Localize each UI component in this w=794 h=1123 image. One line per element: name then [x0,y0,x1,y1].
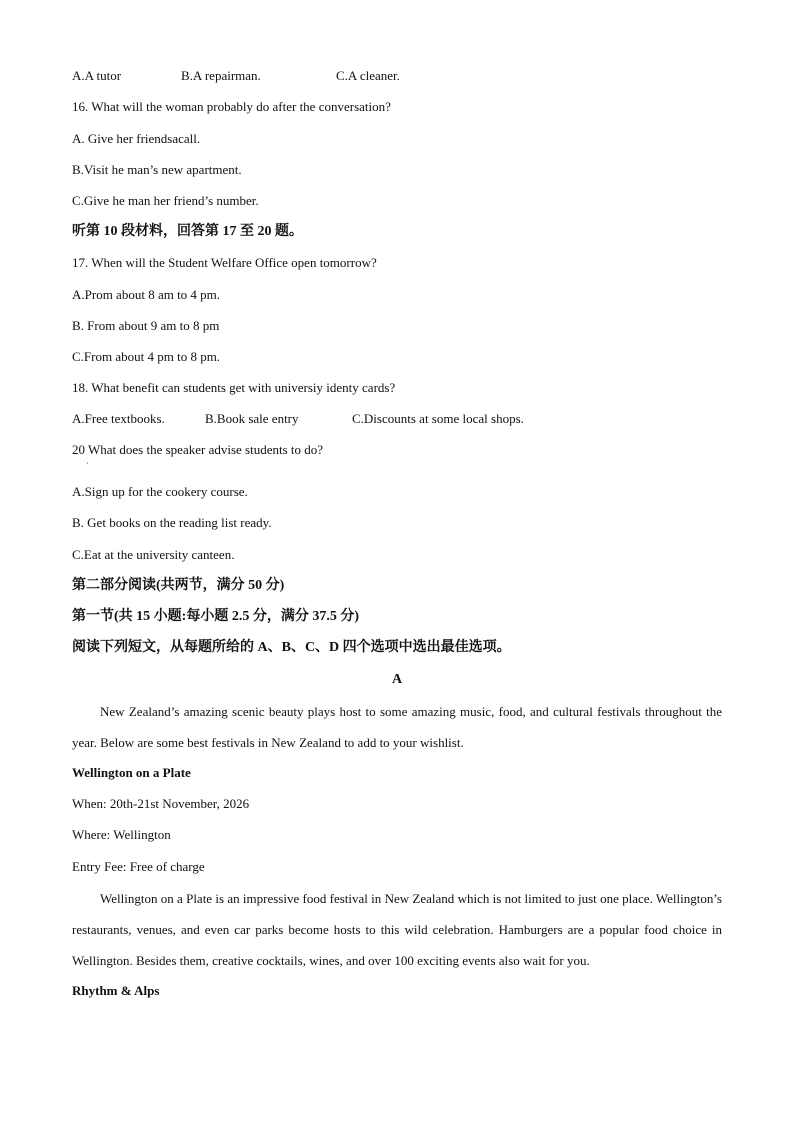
q15-option-b: B.A repairman. [181,68,261,83]
q17-option-c: C.From about 4 pm to 8 pm. [72,349,221,364]
festival1-title: Wellington on a Plate [72,765,191,780]
q15-option-c: C.A cleaner. [336,68,400,83]
q20-question: 20 What does the speaker advise students to do? [72,442,324,457]
q17-option-b: B. From about 9 am to 8 pm [72,318,220,333]
q16-option-a: A. Give her friendsacall. [72,131,201,146]
festival2-title: Rhythm & Alps [72,983,160,998]
instructions: 阅读下列短文，从每题所给的 A、B、C、D 四个选项中选出最佳选项。 [72,640,511,655]
q17-question: 17. When will the Student Welfare Office open tomorrow? [72,255,377,270]
q20-option-b: B. Get books on the reading list ready. [72,515,272,530]
passage-intro: New Zealand’s amazing scenic beauty plays host to some amazing music, food, and cultural festivals throughout the year. Below are some best festivals in New Zealand to add to your wishlist. [72,704,722,750]
section10-heading: 听第 10 段材料，回答第 17 至 20 题。 [72,224,303,239]
q20-option-c: C.Eat at the university canteen. [72,547,235,562]
section1-heading: 第一节(共 15 小题:每小题 2.5 分，满分 37.5 分) [72,609,359,624]
q16-option-c: C.Give he man her friend’s number. [72,193,259,208]
q18-option-a: A.Free textbooks. [72,411,165,426]
q18-option-c: C.Discounts at some local shops. [352,411,524,426]
passage-label: A [391,672,403,687]
festival1-description: Wellington on a Plate is an impressive food festival in New Zealand which is not limited to just one place. Wellington’s restaurants, venues, and even car parks become hosts to this wild celebration. Hamburgers are a popular food choice in Wellington. Besides them, creative cocktails, wines, and over 100 exciting events also wait for you. [72,891,722,968]
festival1-fee: Entry Fee: Free of charge [72,859,205,874]
q17-option-a: A.Prom about 8 am to 4 pm. [72,287,221,302]
festival1-where: Where: Wellington [72,827,171,842]
q16-question: 16. What will the woman probably do after the conversation? [72,99,391,114]
festival1-when: When: 20th-21st November, 2026 [72,796,250,811]
stray-dot: · [86,459,89,468]
q18-question: 18. What benefit can students get with universiy identy cards? [72,380,396,395]
q18-option-b: B.Book sale entry [205,411,299,426]
part2-heading: 第二部分阅读(共两节，满分 50 分) [72,578,285,593]
q16-option-b: B.Visit he man’s new apartment. [72,162,242,177]
q15-option-a: A.A tutor [72,68,122,83]
q20-option-a: A.Sign up for the cookery course. [72,484,248,499]
